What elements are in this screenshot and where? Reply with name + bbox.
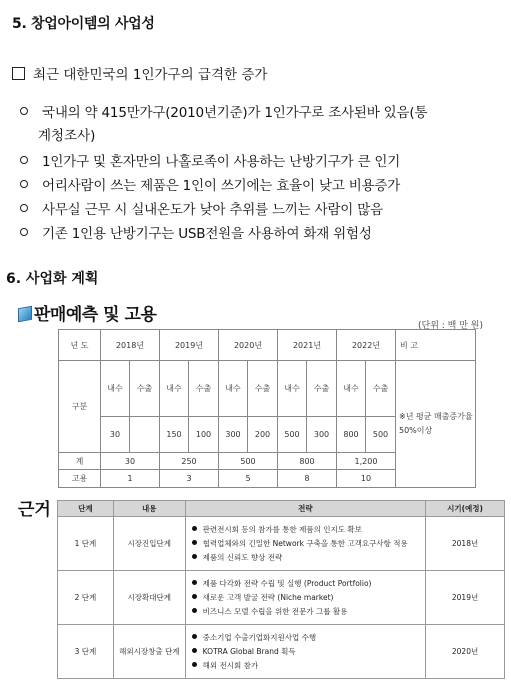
bullet-dot-icon (192, 608, 197, 613)
bullet-1-text: 국내의 약 415만가구(2010년기준)가 1인가구로 조사된바 있음(통 (42, 105, 428, 121)
employment-cell: 3 (160, 470, 219, 488)
strategy-item: 제품 다각화 전략 수립 및 실행 (Product Portfolio) (202, 578, 372, 588)
bullet-2 (20, 150, 400, 170)
strategy-item: KOTRA Global Brand 획득 (202, 646, 296, 656)
export-label: 수출 (307, 361, 337, 417)
bullet-dot-icon (192, 648, 197, 653)
cube-icon (18, 306, 32, 322)
basis-header-row (58, 501, 505, 517)
domestic-label: 내수 (160, 361, 189, 417)
strategy-header: 전략 (185, 501, 425, 517)
total-cell: 500 (219, 453, 278, 470)
bullet-dot-icon (192, 662, 197, 667)
bullet-dot-icon (192, 580, 197, 585)
period-header: 시기(예정) (426, 501, 505, 517)
value-cell: 150 (160, 417, 189, 453)
value-cell: 300 (219, 417, 248, 453)
bullet-3-text: 어리사람이 쓰는 제품은 1인이 쓰기에는 효율이 낮고 비용증가 (42, 178, 401, 194)
bullet-3 (20, 174, 400, 194)
strategy-item: 중소기업 수출기업화지원사업 수행 (202, 632, 317, 642)
value-cell: 100 (189, 417, 219, 453)
unit-label: (단위 : 백 만 원) (418, 321, 483, 331)
year-2018: 2018년 (101, 330, 160, 361)
bullet-1-cont: 계청조사) (38, 128, 96, 144)
value-cell: 30 (101, 417, 130, 453)
section5-heading: 5. 창업아이템의 사업성 (12, 16, 155, 32)
circle-bullet-icon (20, 204, 28, 212)
sales-header-row (59, 330, 476, 361)
export-label: 수출 (130, 361, 160, 417)
export-label: 수출 (189, 361, 219, 417)
basis-title: 근거 (18, 500, 51, 520)
domestic-label: 내수 (219, 361, 248, 417)
sales-table (58, 329, 476, 488)
year-2022: 2022년 (337, 330, 396, 361)
employment-label: 고용 (59, 470, 101, 488)
employment-cell: 10 (337, 470, 396, 488)
total-label: 계 (59, 453, 101, 470)
total-cell: 250 (160, 453, 219, 470)
bullet-5 (20, 222, 372, 242)
total-cell: 800 (278, 453, 337, 470)
export-label: 수출 (248, 361, 278, 417)
strategy-item: 판련전시회 등의 참가를 통한 제품의 인지도 확보 (202, 524, 362, 534)
value-cell: 300 (307, 417, 337, 453)
basis-row-1 (58, 517, 505, 571)
content-cell: 시장진입단계 (113, 517, 185, 571)
year-2020: 2020년 (219, 330, 278, 361)
year-header: 년 도 (59, 330, 101, 361)
strategy-item: 비즈니스 모델 수립을 위한 전문가 그룹 활용 (202, 606, 348, 616)
note-header: 비 고 (396, 330, 476, 361)
year-2019: 2019년 (160, 330, 219, 361)
basis-table (57, 500, 505, 679)
gubun-label: 구분 (59, 361, 101, 453)
domestic-label: 내수 (337, 361, 366, 417)
period-cell: 2019년 (426, 571, 505, 625)
basis-row-2 (58, 571, 505, 625)
bullet-dot-icon (192, 526, 197, 531)
stage-cell: 3 단계 (58, 625, 114, 679)
sales-title-text: 판매예측 및 고용 (34, 305, 157, 325)
stage-header: 단계 (58, 501, 114, 517)
bullet-4 (20, 198, 383, 218)
bullet-dot-icon (192, 540, 197, 545)
employment-cell: 5 (219, 470, 278, 488)
bullet-1 (20, 101, 427, 121)
content-cell: 해외시장창출 단계 (113, 625, 185, 679)
value-cell: 800 (337, 417, 366, 453)
content-header: 내용 (113, 501, 185, 517)
bullet-dot-icon (192, 634, 197, 639)
value-cell: 500 (366, 417, 396, 453)
basis-row-3 (58, 625, 505, 679)
circle-bullet-icon (20, 180, 28, 188)
value-cell: 200 (248, 417, 278, 453)
total-cell: 1,200 (337, 453, 396, 470)
strategy-item: 해외 전시회 참가 (202, 660, 259, 670)
value-cell: 500 (278, 417, 307, 453)
strategy-cell (185, 571, 425, 625)
strategy-item: 협력업체와의 긴밀한 Network 구축을 통한 고객요구사항 적용 (202, 538, 408, 548)
stage-cell: 1 단계 (58, 517, 114, 571)
checkbox-square-icon (12, 67, 25, 80)
period-cell: 2018년 (426, 517, 505, 571)
stage-cell: 2 단계 (58, 571, 114, 625)
total-cell: 30 (101, 453, 160, 470)
export-label: 수출 (366, 361, 396, 417)
section6-heading: 6. 사업화 계획 (6, 271, 99, 287)
circle-bullet-icon (20, 156, 28, 164)
bullet-4-text: 사무실 근무 시 실내온도가 낮아 추위를 느끼는 사람이 많음 (42, 202, 383, 218)
bullet-5-text: 기존 1인용 난방기구는 USB전원을 사용하여 화재 위험성 (42, 226, 372, 242)
value-cell (130, 417, 160, 453)
note-cell: ※년 평균 매출증가율 50%이상 (396, 361, 476, 488)
strategy-item: 새로운 고객 발굴 전략 (Niche market) (202, 592, 334, 602)
strategy-cell (185, 517, 425, 571)
sales-title (18, 300, 156, 325)
bullet-2-text: 1인가구 및 혼자만의 나홀로족이 사용하는 난방기구가 큰 인기 (42, 154, 401, 170)
section5-subheading (12, 63, 267, 83)
year-2021: 2021년 (278, 330, 337, 361)
employment-cell: 1 (101, 470, 160, 488)
sales-subheader-row (59, 361, 476, 417)
content-cell: 시장확대단계 (113, 571, 185, 625)
bullet-dot-icon (192, 594, 197, 599)
domestic-label: 내수 (101, 361, 130, 417)
strategy-cell (185, 625, 425, 679)
bullet-dot-icon (192, 554, 197, 559)
strategy-item: 제품의 신뢰도 향상 전략 (202, 552, 283, 562)
circle-bullet-icon (20, 228, 28, 236)
employment-cell: 8 (278, 470, 337, 488)
period-cell: 2020년 (426, 625, 505, 679)
subheading-text: 최근 대한민국의 1인가구의 급격한 증가 (33, 67, 268, 83)
circle-bullet-icon (20, 107, 28, 115)
domestic-label: 내수 (278, 361, 307, 417)
